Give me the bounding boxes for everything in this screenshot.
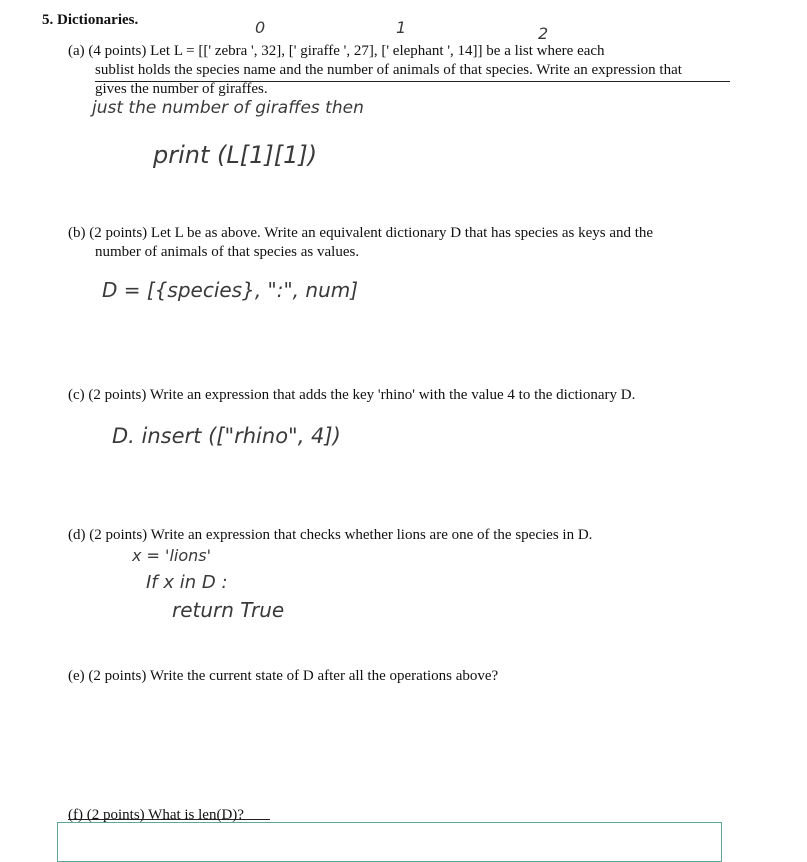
answer-b-handwriting: D = [{species}, ":", num] [102, 278, 359, 302]
answer-d-handwriting-3: return True [172, 598, 285, 622]
section-title: Dictionaries. [57, 12, 139, 28]
index-mark-0: 0 [255, 18, 266, 37]
question-b-line1 [68, 224, 653, 243]
question-d-text: Write an expression that checks whether lions are one of the species in D. [150, 527, 593, 543]
answer-box-f[interactable] [57, 822, 722, 862]
question-e [68, 667, 498, 686]
question-c-line [68, 386, 635, 405]
section-heading [42, 12, 138, 29]
question-a-line2: sublist holds the species name and the number of animals of that species. Write an expression that [95, 61, 730, 82]
question-a-line1 [68, 42, 605, 61]
answer-d-handwriting-1: x = 'lions' [132, 546, 211, 565]
question-a-text1: Let L = [[' zebra ', 32], [' giraffe ', 27], [' elephant ', 14]] be a list where each [150, 43, 605, 59]
index-mark-2: 2 [538, 24, 549, 43]
question-f-points: (2 points) [86, 807, 145, 823]
answer-c-handwriting: D. insert (["rhino", 4]) [112, 424, 341, 448]
question-c-text: Write an expression that adds the key 'rhino' with the value 4 to the dictionary D. [149, 387, 636, 403]
answer-d-handwriting-2: If x in D : [146, 572, 228, 593]
question-b-label: (b) [68, 225, 86, 241]
question-a-label: (a) [68, 43, 85, 59]
question-e-points: (2 points) [88, 668, 147, 684]
question-c-points: (2 points) [88, 387, 147, 403]
section-number: 5. [42, 12, 54, 28]
question-b-text1: Let L be as above. Write an equivalent dictionary D that has species as keys and the [150, 225, 654, 241]
answer-a-handwriting-1: just the number of giraffes then [92, 98, 364, 118]
question-d-points: (2 points) [89, 527, 148, 543]
index-mark-1: 1 [396, 18, 407, 37]
question-e-text: Write the current state of D after all the operations above? [149, 668, 499, 684]
question-b-line2: number of animals of that species as values. [95, 244, 360, 260]
question-a-points: (4 points) [88, 43, 147, 59]
question-f-text: What is len(D)? [148, 807, 244, 823]
answer-a-handwriting-2: print (L[1][1]) [153, 141, 318, 169]
question-a-line3: gives the number of giraffes. [95, 81, 268, 97]
question-f-strike [68, 819, 270, 820]
question-e-label: (e) [68, 668, 85, 684]
question-c-label: (c) [68, 387, 85, 403]
question-d-label: (d) [68, 527, 86, 543]
question-f-label: (f) [68, 807, 83, 823]
question-d-line [68, 526, 592, 545]
question-b-points: (2 points) [89, 225, 148, 241]
